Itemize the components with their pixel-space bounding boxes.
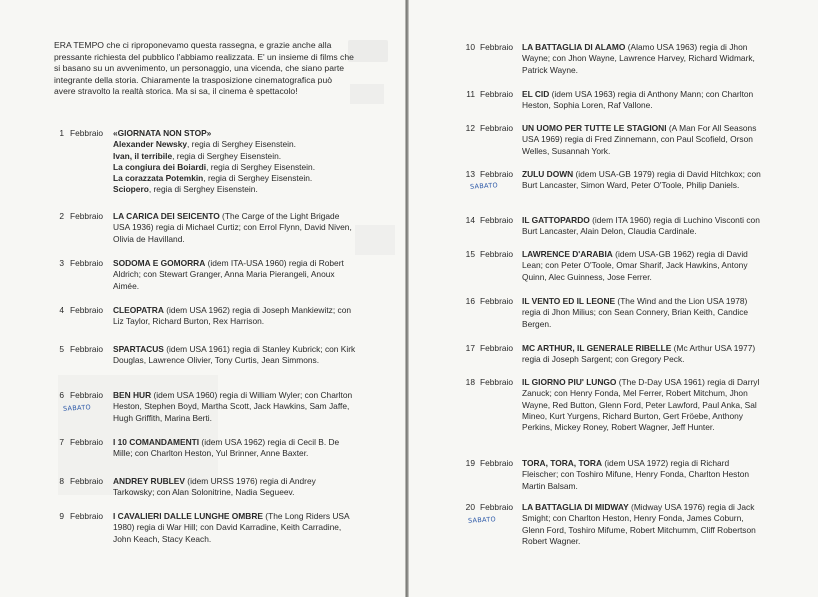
entry-month: Febbraio	[480, 377, 514, 387]
entry-day: 1	[59, 128, 64, 138]
entry-description	[113, 344, 356, 367]
film-title: TORA, TORA, TORA	[522, 458, 603, 468]
entry-description	[522, 458, 762, 492]
film-title: EL CID	[522, 89, 550, 99]
entry-description	[113, 128, 356, 196]
entry-description	[113, 258, 356, 292]
entry-day: 4	[59, 305, 64, 315]
entry-day: 9	[59, 511, 64, 521]
film-title: LA CARICA DEI SEICENTO	[113, 211, 220, 221]
entry-day: 17	[465, 343, 475, 353]
show-through-shape	[350, 84, 384, 104]
film-title: ZULU DOWN	[522, 169, 574, 179]
film-details: (idem USA 1962) regia di Cecil B. De Mille; con Charlton Heston, Yul Brinner, Anne Baxter.	[113, 437, 340, 459]
marathon-film	[113, 139, 356, 150]
intro-paragraph: ERA TEMPO che ci riproponevamo questa rassegna, e grazie anche alla pressante richiesta del pubblico l'abbiamo realizzata. E' un insieme di films che si basano su un avvenimento, un personaggio, una vicenda, che siano parte integrante della storia. Chiaramente la trasposizione cinematografica può avere stravolto la realtà storica. Ma si sa, il cinema è spettacolo!	[54, 40, 354, 96]
entry-description	[522, 169, 762, 192]
film-details: (idem USA 1961) regia di Stanley Kubrick; con Kirk Douglas, Lawrence Olivier, Tony Curtis, Jean Simmons.	[113, 344, 356, 366]
entry-day: 19	[465, 458, 475, 468]
entry-month: Febbraio	[70, 437, 104, 447]
film-title: MC ARTHUR, IL GENERALE RIBELLE	[522, 343, 672, 353]
film-title: CLEOPATRA	[113, 305, 164, 315]
entry-month: Febbraio	[480, 458, 514, 468]
film-details: (The Long Riders USA 1980) regia di War Hill; con David Karradine, Keith Carradine, John Keach, Stacy Keach.	[113, 511, 350, 544]
film-title: SPARTACUS	[113, 344, 164, 354]
entry-day: 10	[465, 42, 475, 52]
entry-day: 8	[59, 476, 64, 486]
marathon-film	[113, 173, 356, 184]
marathon-film	[113, 151, 356, 162]
film-title: IL GIORNO PIU' LUNGO	[522, 377, 617, 387]
entry-description	[113, 437, 356, 460]
film-title: I CAVALIERI DALLE LUNGHE OMBRE	[113, 511, 263, 521]
entry-description	[522, 89, 762, 112]
marathon-film	[113, 184, 356, 195]
film-title: I 10 COMANDAMENTI	[113, 437, 200, 447]
film-details: (idem ITA 1960) regia di Luchino Visconti con Burt Lancaster, Alain Delon, Claudia Cardinale.	[522, 215, 760, 237]
marathon-film	[113, 162, 356, 173]
marathon-film-director: , regia di Serghey Eisenstein.	[172, 150, 282, 161]
marathon-film-title: Alexander Newsky	[113, 139, 188, 150]
entry-description	[113, 511, 356, 545]
entry-description	[522, 343, 762, 366]
entry-month: Febbraio	[480, 343, 514, 353]
entry-day: 5	[59, 344, 64, 354]
entry-description	[113, 305, 356, 328]
entry-day: 20	[465, 502, 475, 512]
film-details: (Alamo USA 1963) regia di Jhon Wayne; con Jhon Wayne, Lawrence Harvey, Richard Widmark, Patrick Wayne.	[522, 42, 755, 75]
film-details: (idem URSS 1976) regia di Andrey Tarkowsky; con Alan Solonitrine, Nadia Segueev.	[113, 476, 316, 498]
marathon-film-title: Ivan, il terribile	[113, 150, 173, 161]
film-details: (Midway USA 1976) regia di Jack Smight; con Charlton Heston, Henry Fonda, James Coburn, Glenn Ford, Toshiro Mifume, Robert Mitchumm, Cliff Robertson Robert Wagner.	[522, 502, 756, 546]
marathon-film-director: , regia di Serghey Eisenstein.	[206, 161, 316, 172]
entry-month: Febbraio	[480, 296, 514, 306]
entry-day: 6	[59, 390, 64, 400]
entry-description	[522, 502, 762, 547]
show-through-shape	[348, 40, 388, 62]
film-details: (idem USA 1972) regia di Richard Fleischer; con Toshiro Mifune, Henry Fonda, Charlton Heston Martin Balsam.	[522, 458, 750, 491]
film-details: (A Man For All Seasons USA 1969) regia di Fred Zinnemann, con Paul Scofield, Orson Welles, Susannah York.	[522, 123, 757, 156]
film-details: (idem USA-GB 1962) regia di David Lean; con Peter O'Toole, Omar Sharif, Jack Hawkins, Antony Quinn, Alec Guinness, Jose Ferrer.	[522, 249, 748, 282]
film-details: (idem ITA-USA 1960) regia di Robert Aldrich; con Stewart Granger, Anna Maria Pierangeli, Anoux Aimée.	[113, 258, 344, 291]
film-details: (Mc Arthur USA 1977) regia di Joseph Sargent; con Gregory Peck.	[522, 343, 756, 365]
film-title: LA BATTAGLIA DI MIDWAY	[522, 502, 629, 512]
handwritten-note: SABATO	[469, 181, 499, 191]
film-title: LA BATTAGLIA DI ALAMO	[522, 42, 626, 52]
entry-month: Febbraio	[480, 215, 514, 225]
film-title: BEN HUR	[113, 390, 152, 400]
film-details: (idem USA 1962) regia di Joseph Mankiewitz; con Liz Taylor, Richard Burton, Rex Harrison.	[113, 305, 352, 327]
film-title: «GIORNATA NON STOP»	[113, 128, 212, 138]
handwritten-note: SABATO	[467, 515, 497, 525]
film-title: LAWRENCE D'ARABIA	[522, 249, 613, 259]
entry-description	[113, 211, 356, 245]
film-details: (The Carge of the Light Brigade USA 1936) regia di Michael Curtiz; con Errol Flynn, David Niven, Olivia de Havilland.	[113, 211, 352, 244]
entry-day: 12	[465, 123, 475, 133]
film-details: (The Wind and the Lion USA 1978) regia di Jhon Milius; con Sean Connery, Brian Keith, Candice Bergen.	[522, 296, 749, 329]
entry-day: 16	[465, 296, 475, 306]
entry-month: Febbraio	[480, 89, 514, 99]
marathon-film-title: La congiura dei Boiardi	[113, 161, 207, 172]
entry-month: Febbraio	[70, 211, 104, 221]
entry-day: 13	[465, 169, 475, 179]
film-title: IL GATTOPARDO	[522, 215, 590, 225]
entry-month: Febbraio	[70, 511, 104, 521]
entry-description	[522, 215, 762, 238]
entry-description	[522, 377, 762, 433]
marathon-film-director: , regia di Serghey Eisenstein.	[148, 184, 258, 195]
entry-day: 7	[59, 437, 64, 447]
marathon-film-title: Sciopero	[113, 184, 149, 195]
entry-day: 18	[465, 377, 475, 387]
marathon-film-title: La corazzata Potemkin	[113, 173, 204, 184]
entry-month: Febbraio	[480, 42, 514, 52]
entry-description	[522, 296, 762, 330]
page-fold	[405, 0, 409, 597]
show-through-shape	[355, 225, 395, 255]
film-title: UN UOMO PER TUTTE LE STAGIONI	[522, 123, 667, 133]
handwritten-note: SABATO	[62, 403, 92, 413]
entry-month: Febbraio	[70, 344, 104, 354]
entry-month: Febbraio	[70, 390, 104, 400]
entry-month: Febbraio	[480, 249, 514, 259]
film-title: SODOMA E GOMORRA	[113, 258, 206, 268]
entry-month: Febbraio	[70, 128, 104, 138]
entry-month: Febbraio	[70, 476, 104, 486]
entry-month: Febbraio	[480, 502, 514, 512]
entry-description	[113, 476, 356, 499]
marathon-film-director: , regia di Serghey Eisenstein.	[187, 139, 296, 150]
marathon-film-director: , regia di Serghey Eisenstein.	[203, 173, 313, 184]
film-details: (idem USA 1960) regia di William Wyler; con Charlton Heston, Stephen Boyd, Martha Scott, Jack Hawkins, Sam Jaffe, Hugh Griffith, Marina Berti.	[113, 390, 353, 423]
film-details: (idem USA-GB 1979) regia di David Hitchkox; con Burt Lancaster, Simon Ward, Peter O'Toole, Philip Daniels.	[522, 169, 761, 191]
entry-description	[522, 249, 762, 283]
entry-day: 14	[465, 215, 475, 225]
entry-day: 2	[59, 211, 64, 221]
entry-day: 11	[466, 89, 475, 99]
entry-description	[113, 390, 356, 424]
film-title: IL VENTO ED IL LEONE	[522, 296, 616, 306]
entry-month: Febbraio	[480, 169, 514, 179]
film-details: (idem USA 1963) regia di Anthony Mann; con Charlton Heston, Sophia Loren, Raf Vallone.	[522, 89, 754, 111]
entry-month: Febbraio	[70, 258, 104, 268]
entry-month: Febbraio	[70, 305, 104, 315]
entry-description	[522, 42, 762, 76]
entry-description	[522, 123, 762, 157]
entry-month: Febbraio	[480, 123, 514, 133]
entry-day: 3	[59, 258, 64, 268]
entry-day: 15	[465, 249, 475, 259]
film-details: (The D-Day USA 1961) regia di Darryl Zanuck; con Henry Fonda, Mel Ferrer, Robert Mitchum, Jhon Wayne, Red Button, Glenn Ford, Peter Lawford, Paul Anka, Sal Mineo, Kurt Yurgens, Richard Burton, Gert Fröebe, Anthony Perkins, Mickey Roney, Robert Wagner, Jeff Hunter.	[522, 377, 760, 433]
film-title: ANDREY RUBLEV	[113, 476, 185, 486]
